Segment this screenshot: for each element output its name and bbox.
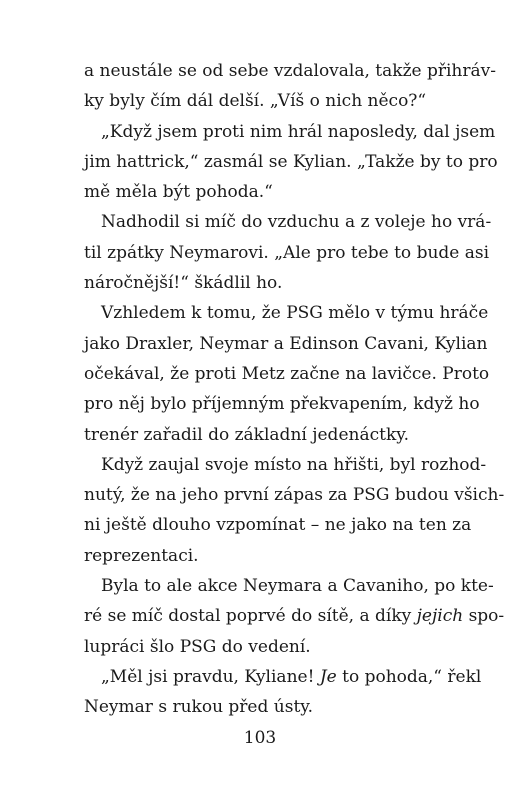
text-line: nutý, že na jeho první zápas za PSG budou všich-	[84, 485, 505, 506]
text-line: reprezentaci.	[84, 545, 199, 566]
text-line: mě měla být pohoda.“	[84, 182, 273, 203]
text-line: Když zaujal svoje místo na hřišti, byl rozhod-	[101, 454, 487, 475]
text-line: Nadhodil si míč do vzduchu a z voleje ho vrá-	[101, 212, 492, 233]
body-text	[84, 56, 505, 723]
text-line: trenér zařadil do základní jedenáctky.	[84, 424, 409, 445]
page-number: 103	[243, 728, 277, 748]
text-line: Neymar s rukou před ústy.	[84, 697, 314, 718]
italic-text: Je	[319, 666, 337, 687]
text-line: náročnější!“ škádlil ho.	[84, 273, 283, 294]
text-line: ré se míč dostal poprvé do sítě, a díky jejich spo-	[84, 606, 505, 627]
italic-text: jejich	[416, 606, 464, 627]
text-line: ni ještě dlouho vzpomínat – ne jako na ten za	[84, 515, 472, 536]
text-line: Vzhledem k tomu, že PSG mělo v týmu hráče	[101, 303, 489, 324]
text-line: jako Draxler, Neymar a Edinson Cavani, Kylian	[84, 333, 488, 354]
text-line: očekával, že proti Metz začne na lavičce. Proto	[84, 363, 490, 384]
text-line: pro něj bylo příjemným překvapením, když ho	[84, 394, 480, 415]
text-line: lupráci šlo PSG do vedení.	[84, 636, 311, 657]
text-line: „Když jsem proti nim hrál naposledy, dal jsem	[101, 121, 496, 142]
text-line: til zpátky Neymarovi. „Ale pro tebe to bude asi	[84, 242, 490, 263]
text-line: ky byly čím dál delší. „Víš o nich něco?“	[84, 91, 427, 112]
text-line: jim hattrick,“ zasmál se Kylian. „Takže by to pro	[84, 151, 498, 172]
text-line: „Měl jsi pravdu, Kyliane! Je to pohoda,“ řekl	[101, 666, 482, 687]
text-line: a neustále se od sebe vzdalovala, takže přihráv-	[84, 61, 496, 81]
text-line: Byla to ale akce Neymara a Cavaniho, po kte-	[101, 576, 494, 597]
